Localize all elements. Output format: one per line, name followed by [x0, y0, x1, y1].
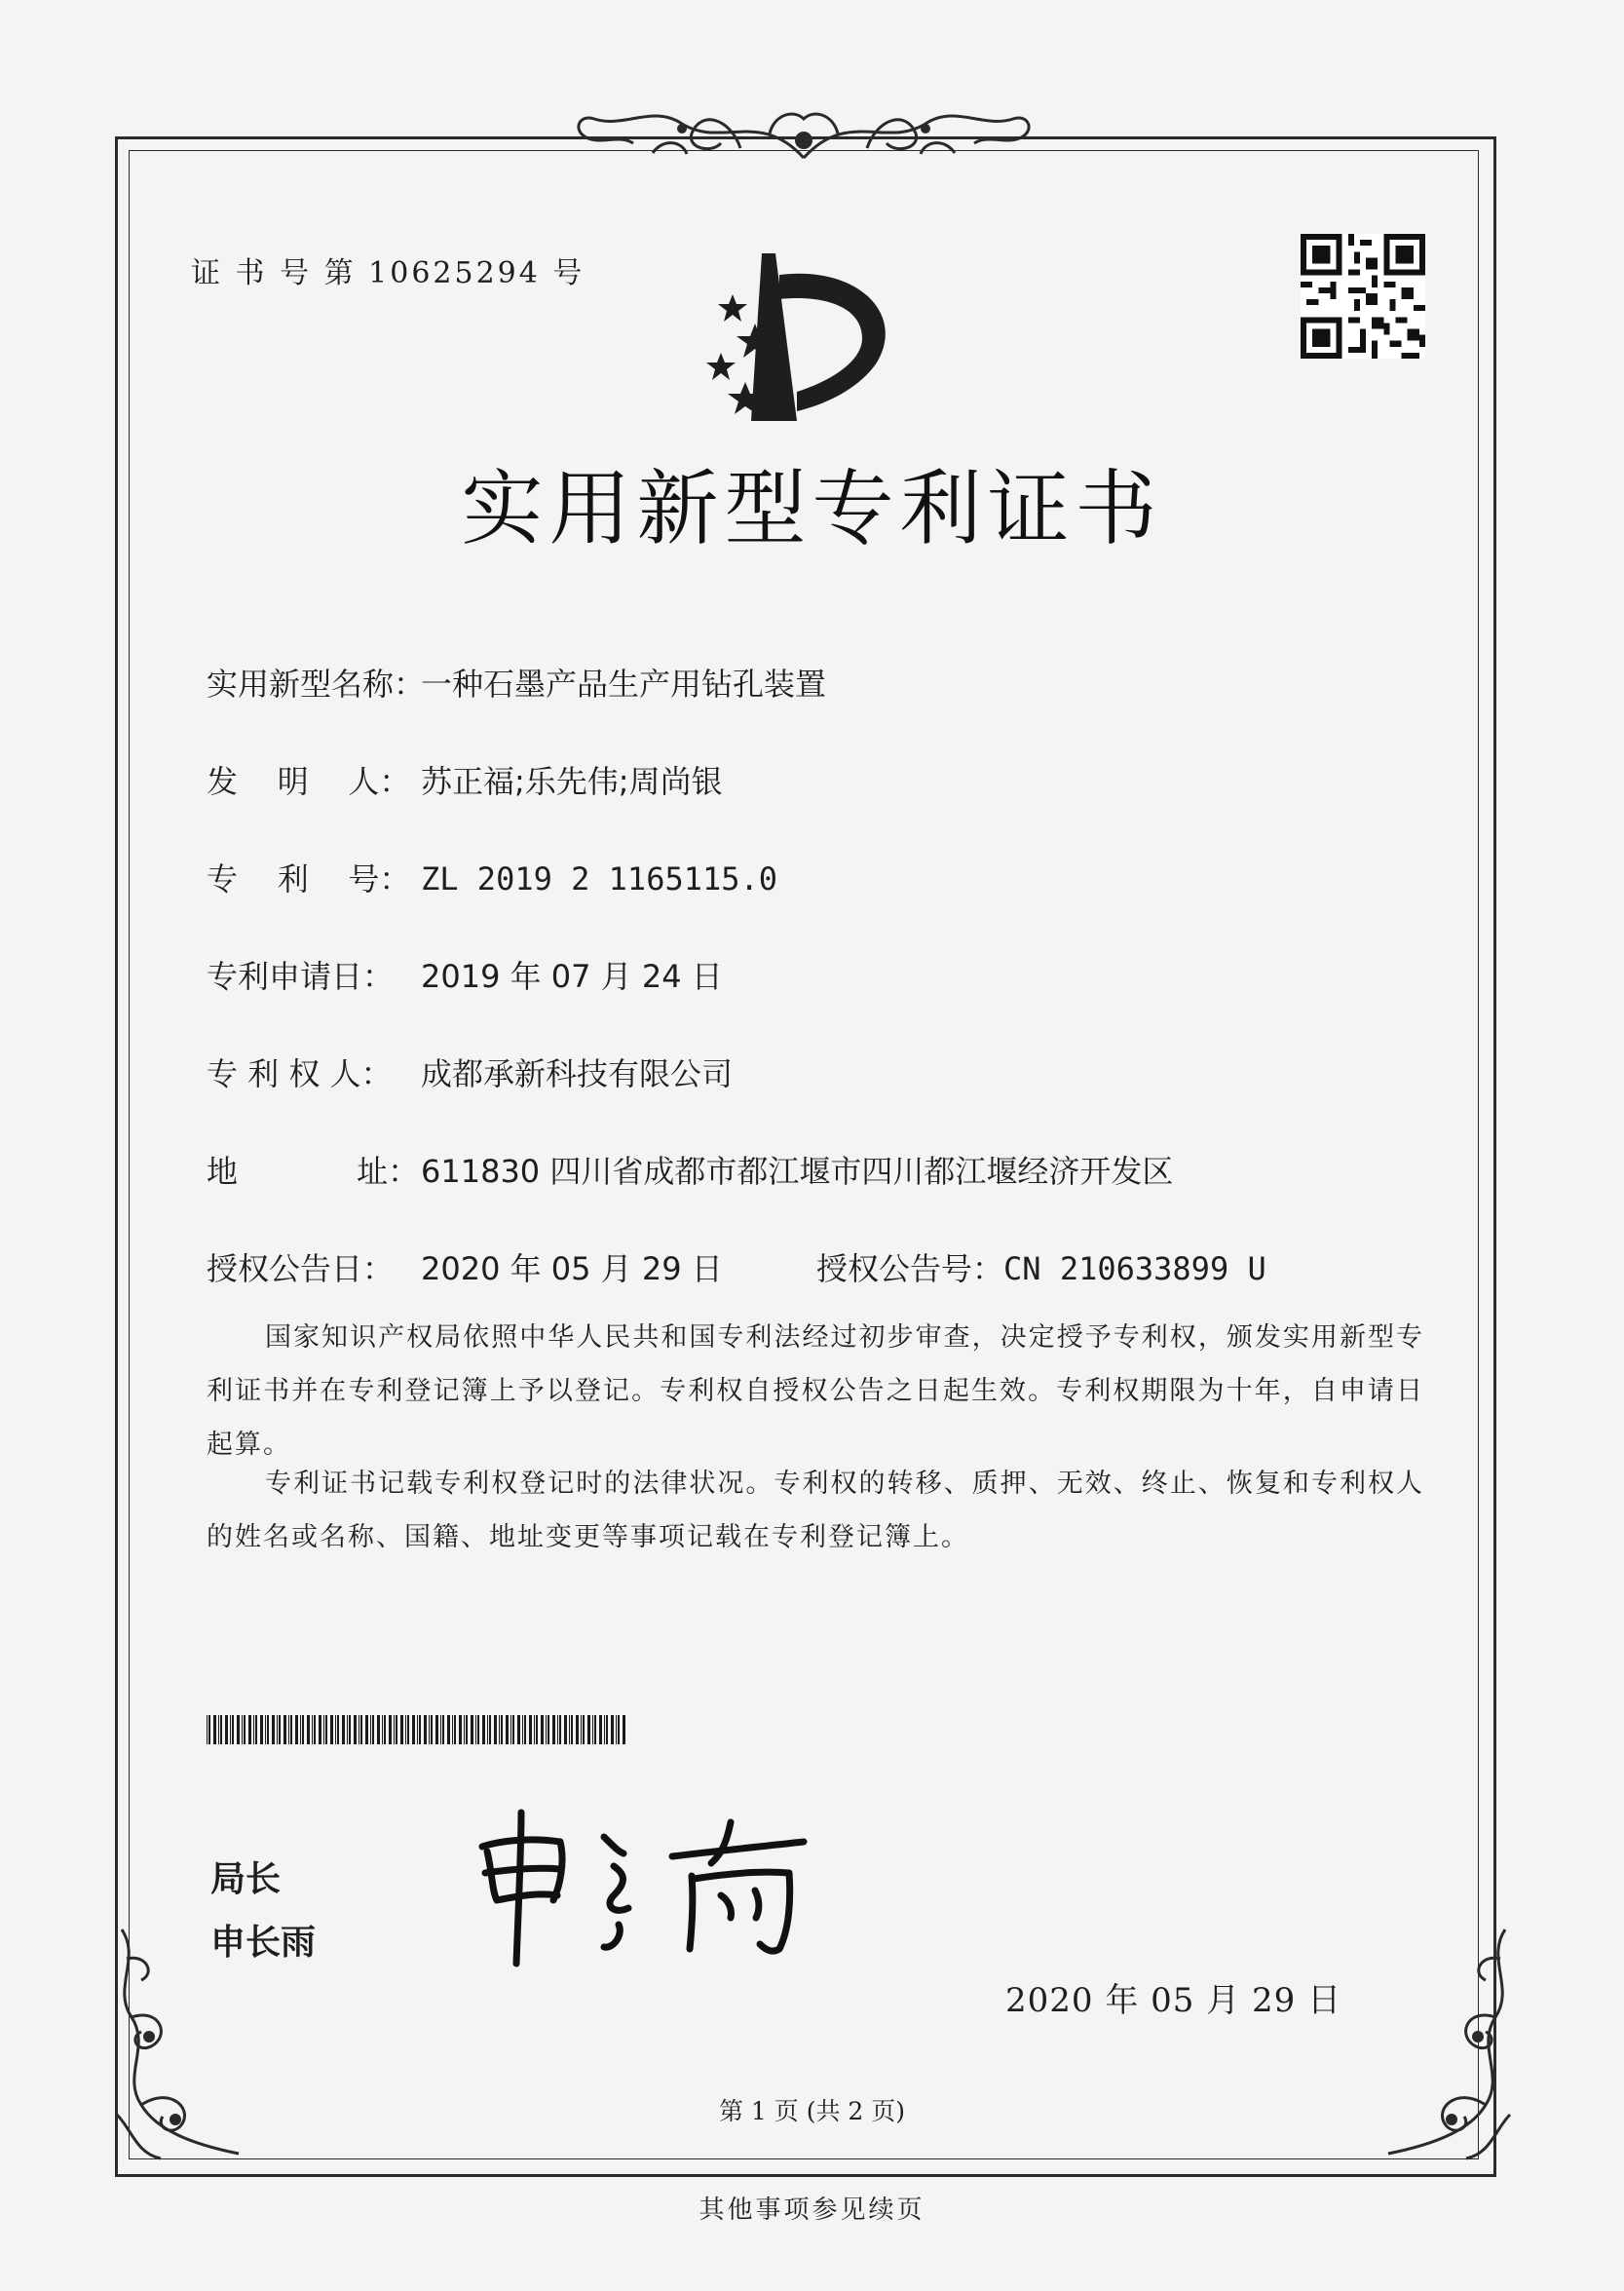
barcode-bar	[325, 1715, 327, 1744]
field-application-date	[207, 952, 723, 997]
barcode-bar	[232, 1715, 234, 1744]
barcode-bar	[587, 1715, 590, 1744]
barcode-bar	[606, 1715, 608, 1744]
barcode-bar	[611, 1715, 614, 1744]
barcode-bar	[452, 1715, 453, 1744]
barcode-bar	[454, 1715, 456, 1744]
barcode-bar	[365, 1715, 368, 1744]
barcode-bar	[400, 1715, 403, 1744]
field-utility-name	[207, 660, 826, 705]
barcode-bar	[207, 1715, 208, 1744]
barcode-bar	[616, 1715, 617, 1744]
barcode-bar	[442, 1715, 444, 1744]
barcode-bar	[604, 1715, 605, 1744]
barcode-bar	[342, 1715, 345, 1744]
barcode-bar	[314, 1715, 316, 1744]
barcode-bar	[447, 1715, 450, 1744]
field-label: 授权公告日：	[207, 1250, 395, 1287]
barcode-bar	[536, 1715, 538, 1744]
barcode-bar	[569, 1715, 570, 1744]
barcode-bar	[489, 1715, 491, 1744]
barcode-bar	[337, 1715, 339, 1744]
barcode-bar	[571, 1715, 573, 1744]
field-label: 专 利 号：	[207, 860, 411, 897]
barcode-bar	[220, 1715, 222, 1744]
barcode-bar	[424, 1715, 427, 1744]
barcode-bar	[405, 1715, 406, 1744]
barcode-bar	[501, 1715, 503, 1744]
barcode-bar	[335, 1715, 336, 1744]
barcode-bar	[354, 1715, 357, 1744]
field-value: ZL 2019 2 1165115.0	[421, 860, 778, 897]
barcode-bar	[482, 1715, 485, 1744]
continuation-note: 其他事项参见续页	[699, 2196, 925, 2225]
barcode-bar	[295, 1715, 298, 1744]
barcode-bar	[323, 1715, 324, 1744]
barcode-bar	[552, 1715, 555, 1744]
field-grant-date	[207, 1244, 723, 1289]
barcode-bar	[300, 1715, 301, 1744]
field-label: 专利申请日：	[207, 958, 395, 995]
barcode-bar	[594, 1715, 596, 1744]
barcode-bar	[290, 1715, 292, 1744]
bottom-right-ornament	[1379, 1920, 1525, 2173]
barcode-bar	[435, 1715, 438, 1744]
signature-date: 2020 年 05 月 29 日	[1005, 1981, 1342, 2020]
barcode-bar	[412, 1715, 415, 1744]
barcode-bar	[389, 1715, 392, 1744]
barcode-bar	[279, 1715, 281, 1744]
barcode-bar	[213, 1715, 216, 1744]
barcode-bar	[384, 1715, 386, 1744]
barcode-bar	[394, 1715, 395, 1744]
barcode-bar	[506, 1715, 509, 1744]
barcode-bar	[283, 1715, 286, 1744]
field-label: 专 利 权 人：	[207, 1055, 393, 1092]
director-name: 申长雨	[210, 1923, 317, 1963]
field-value: 2019 年 07 月 24 日	[421, 958, 723, 995]
certificate-number: 证 书 号 第 10625294 号	[191, 256, 585, 290]
barcode-bar	[487, 1715, 488, 1744]
barcode-bar	[267, 1715, 269, 1744]
barcode-bar	[255, 1715, 257, 1744]
barcode-bar	[557, 1715, 558, 1744]
barcode-bar	[464, 1715, 465, 1744]
barcode-bar	[459, 1715, 462, 1744]
barcode-bar	[272, 1715, 275, 1744]
field-value: 611830 四川省成都市都江堰市四川都江堰经济开发区	[421, 1153, 1174, 1190]
field-label: 实用新型名称：	[207, 666, 426, 703]
barcode-bar	[407, 1715, 409, 1744]
statement-paragraph-2: 专利证书记载专利权登记时的法律状况。专利权的转移、质押、无效、终止、恢复和专利权人的姓名或名称、国籍、地址变更等事项记载在专利登记簿上。	[207, 1469, 1424, 1552]
field-patent-number	[207, 855, 777, 899]
certificate-title: 实用新型专利证书	[461, 461, 1163, 556]
barcode-bar	[347, 1715, 348, 1744]
field-value: CN 210633899 U	[1003, 1250, 1266, 1287]
barcode-bar	[524, 1715, 526, 1744]
barcode-bar	[208, 1715, 210, 1744]
barcode-bar	[494, 1715, 497, 1744]
barcode-bar	[534, 1715, 535, 1744]
barcode-bar	[382, 1715, 383, 1744]
barcode-bar	[248, 1715, 251, 1744]
barcode-bar	[623, 1715, 625, 1744]
field-label: 地 址：	[207, 1153, 420, 1190]
field-label: 发 明 人：	[207, 763, 411, 800]
barcode-bar	[440, 1715, 441, 1744]
field-address	[207, 1147, 1173, 1192]
statement-paragraph-1: 国家知识产权局依照中华人民共和国专利法经过初步审查，决定授予专利权，颁发实用新型专利证书并在专利登记簿上予以登记。专利权自授权公告之日起生效。专利权期限为十年，自申请日起算。	[207, 1322, 1424, 1460]
field-value: 成都承新科技有限公司	[421, 1055, 734, 1092]
barcode-bar	[260, 1715, 263, 1744]
barcode-bar	[431, 1715, 433, 1744]
field-label: 授权公告号：	[816, 1250, 1004, 1287]
barcode-bar	[576, 1715, 579, 1744]
barcode-bar	[475, 1715, 476, 1744]
barcode-bar	[265, 1715, 266, 1744]
director-title: 局长	[210, 1859, 282, 1899]
barcode-bar	[429, 1715, 430, 1744]
barcode-bar	[541, 1715, 544, 1744]
barcode-bar	[377, 1715, 380, 1744]
barcode-bar	[517, 1715, 520, 1744]
barcode-bar	[242, 1715, 243, 1744]
barcode-bar	[564, 1715, 567, 1744]
barcode-bar	[319, 1715, 321, 1744]
patent-office-emblem-icon	[682, 246, 925, 431]
barcode-bar	[330, 1715, 333, 1744]
barcode-bar	[372, 1715, 374, 1744]
barcode-bar	[592, 1715, 593, 1744]
barcode-bar	[277, 1715, 278, 1744]
barcode-bar	[477, 1715, 479, 1744]
barcode-bar	[288, 1715, 289, 1744]
barcode-bar	[583, 1715, 585, 1744]
barcode-bar	[599, 1715, 602, 1744]
barcode-bar	[510, 1715, 511, 1744]
barcode-bar	[499, 1715, 500, 1744]
barcode-bar	[230, 1715, 231, 1744]
barcode-bar	[225, 1715, 228, 1744]
barcode-bar	[307, 1715, 310, 1744]
barcode-bar	[466, 1715, 468, 1744]
barcode-bar	[559, 1715, 561, 1744]
barcode-bar	[396, 1715, 397, 1744]
barcode-bar	[471, 1715, 473, 1744]
barcode	[207, 1715, 625, 1744]
barcode-bar	[237, 1715, 240, 1744]
field-value: 苏正福;乐先伟;周尚银	[421, 763, 723, 800]
barcode-bar	[529, 1715, 532, 1744]
field-grant-number	[816, 1244, 1266, 1289]
barcode-bar	[253, 1715, 254, 1744]
barcode-bar	[312, 1715, 313, 1744]
barcode-bar	[419, 1715, 421, 1744]
page-number: 第 1 页 (共 2 页)	[718, 2097, 906, 2125]
barcode-bar	[244, 1715, 245, 1744]
barcode-bar	[349, 1715, 351, 1744]
barcode-bar	[581, 1715, 582, 1744]
field-value: 2020 年 05 月 29 日	[421, 1250, 723, 1287]
barcode-bar	[546, 1715, 547, 1744]
barcode-bar	[302, 1715, 304, 1744]
barcode-bar	[512, 1715, 514, 1744]
barcode-bar	[218, 1715, 219, 1744]
barcode-bar	[360, 1715, 362, 1744]
barcode-bar	[548, 1715, 549, 1744]
top-ornament	[565, 90, 1042, 177]
barcode-bar	[522, 1715, 523, 1744]
barcode-bar	[417, 1715, 418, 1744]
field-patentee	[207, 1050, 733, 1094]
qr-code	[1301, 234, 1425, 359]
barcode-bar	[618, 1715, 620, 1744]
field-inventor	[207, 757, 723, 802]
field-value: 一种石墨产品生产用钻孔装置	[421, 666, 827, 703]
handwritten-signature	[468, 1803, 818, 1968]
barcode-bar	[370, 1715, 371, 1744]
